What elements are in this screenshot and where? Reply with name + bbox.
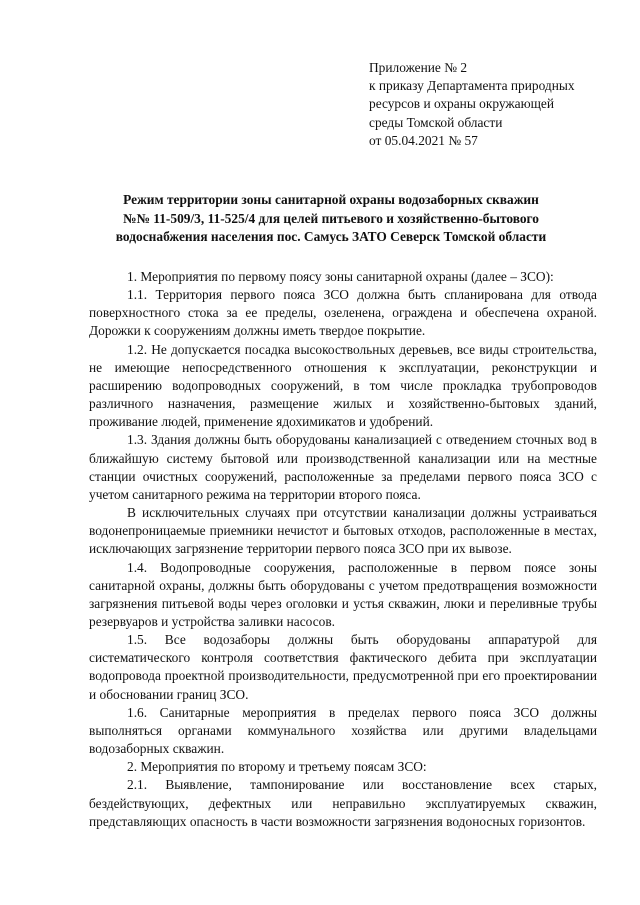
appendix-line: ресурсов и охраны окружающей — [369, 96, 555, 112]
appendix-line: от 05.04.2021 № 57 — [369, 132, 478, 148]
appendix-line: среды Томской области — [369, 114, 503, 130]
paragraph: 2.1. Выявление, тампонирование или восстановление всех старых, бездействующих, дефектных или неправильно эксплуатируемых скважин, представляющих опасность в части возможности загрязнения водоносных горизонтов. — [89, 777, 597, 829]
paragraph: 1.5. Все водозаборы должны быть оборудованы аппаратурой для систематического контроля соответствия фактического дебита при эксплуатации водопровода проектной производительности, предусмотренной при его проектировании и обосновании границ ЗСО. — [89, 632, 597, 702]
paragraph: 1.3. Здания должны быть оборудованы канализацией с отведением сточных вод в ближайшую систему бытовой или производственной канализации или на местные станции очистных сооружений, расположенные за пределами первого пояса ЗСО с учетом санитарного режима на территории второго пояса. — [89, 432, 597, 502]
appendix-line: к приказу Департамента природных — [369, 78, 575, 94]
appendix-header — [369, 59, 619, 150]
paragraph: 1.2. Не допускается посадка высокоствольных деревьев, все виды строительства, не имеющие непосредственного отношения к эксплуатации, реконструкции и расширению водопроводных сооружений, в том числе прокладка трубопроводов различного назначения, размещение жилых и хозяйственно-бытовых зданий, проживание людей, применение ядохимикатов и удобрений. — [89, 341, 597, 430]
paragraph: 1.4. Водопроводные сооружения, расположенные в первом поясе зоны санитарной охраны, должны быть оборудованы с учетом предотвращения возможности загрязнения питьевой воды через оголовки и устья скважин, люки и переливные трубы резервуаров и устройства заливки насосов. — [89, 559, 597, 629]
section-heading: 1. Мероприятия по первому поясу зоны санитарной охраны (далее – ЗСО): — [127, 269, 554, 284]
title-line: №№ 11-509/3, 11-525/4 для целей питьевого и хозяйственно-бытового — [123, 210, 539, 226]
document-title — [70, 191, 592, 247]
title-line: Режим территории зоны санитарной охраны водозаборных скважин — [123, 192, 539, 207]
section-heading: 2. Мероприятия по второму и третьему поясам ЗСО: — [127, 759, 427, 775]
title-line: водоснабжения населения пос. Самусь ЗАТО Северск Томской области — [115, 229, 547, 245]
paragraph: 1.6. Санитарные мероприятия в пределах первого пояса ЗСО должны выполняться органами коммунального хозяйства или другими владельцами водозаборных скважин. — [89, 704, 597, 757]
document-body — [89, 268, 597, 831]
appendix-line: Приложение № 2 — [369, 60, 468, 75]
paragraph: 1.1. Территория первого пояса ЗСО должна быть спланирована для отвода поверхностного стока за ее пределы, озеленена, ограждена и обеспечена охраной. Дорожки к сооружениям должны иметь твердое покрытие. — [89, 287, 597, 339]
paragraph: В исключительных случаях при отсутствии канализации должны устраиваться водонепроницаемые приемники нечистот и бытовых отходов, расположенные в местах, исключающих загрязнение территории первого пояса ЗСО при их вывозе. — [89, 505, 597, 557]
